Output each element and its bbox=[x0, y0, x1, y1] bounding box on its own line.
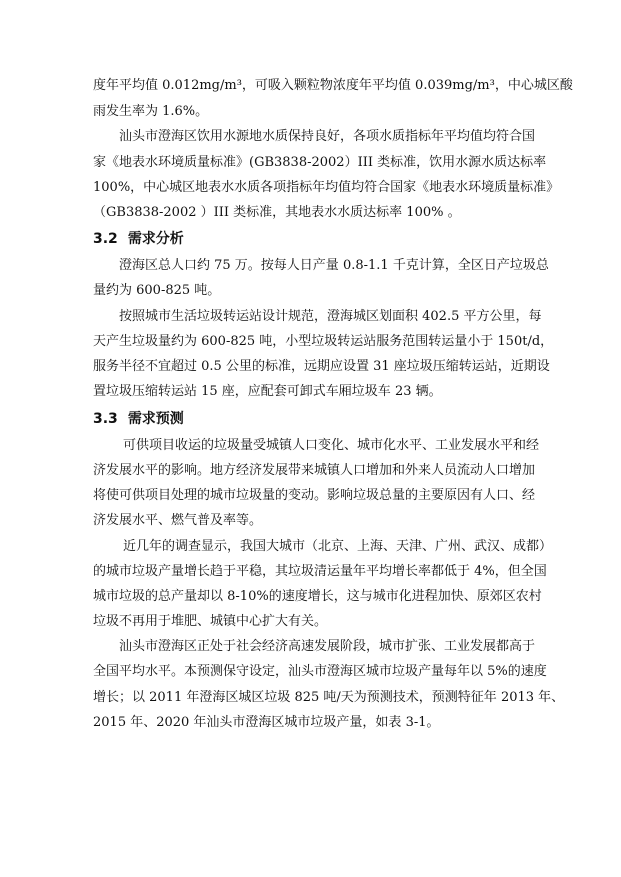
paragraph-line: 雨发生率为 1.6%。 bbox=[93, 104, 209, 119]
paragraph-line: 2015 年、2020 年汕头市澄海区城市垃圾产量，如表 3-1。 bbox=[93, 715, 440, 730]
paragraph-line: 济发展水平的影响。地方经济发展带来城镇人口增加和外来人员流动人口增加 bbox=[93, 463, 536, 478]
paragraph-line: 度年平均值 0.012mg/m³，可吸入颗粒物浓度年平均值 0.039mg/m³，中心城区酸 bbox=[93, 78, 573, 93]
section-heading-3-3 bbox=[93, 410, 184, 428]
paragraph-line: 量约为 600-825 吨。 bbox=[93, 283, 221, 298]
paragraph-line: 可供项目收运的垃圾量受城镇人口变化、城市化水平、工业发展水平和经 bbox=[123, 438, 540, 453]
section-title: 需求预测 bbox=[127, 411, 184, 427]
paragraph-line: 增长；以 2011 年澄海区城区垃圾 825 吨/天为预测技术，预测特征年 2013 年、 bbox=[93, 690, 565, 705]
paragraph-line: （GB3838-2002 ）III 类标准，其地表水水质达标率 100% 。 bbox=[93, 205, 461, 220]
paragraph-line: 按照城市生活垃圾转运站设计规范，澄海城区划面积 402.5 平方公里，每 bbox=[119, 309, 542, 324]
paragraph-line: 近几年的调查显示，我国大城市（北京、上海、天津、广州、武汉、成都） bbox=[123, 539, 553, 554]
section-number: 3.2 bbox=[93, 231, 118, 247]
paragraph-line: 的城市垃圾产量增长趋于平稳，其垃圾清运量年平均增长率都低于 4%，但全国 bbox=[93, 564, 547, 579]
paragraph-line: 汕头市澄海区饮用水源地水质保持良好，各项水质指标年平均值均符合国 bbox=[119, 129, 536, 144]
paragraph-line: 全国平均水平。本预测保守设定，汕头市澄海区城市垃圾产量每年以 5%的速度 bbox=[93, 664, 547, 679]
section-number: 3.3 bbox=[93, 411, 118, 427]
paragraph-line: 澄海区总人口约 75 万。按每人日产量 0.8-1.1 千克计算，全区日产垃圾总 bbox=[119, 258, 549, 273]
paragraph-line: 城市垃圾的总产量却以 8-10%的速度增长，这与城市化进程加快、原郊区农村 bbox=[93, 589, 542, 604]
paragraph-line: 100%，中心城区地表水水质各项指标年均值均符合国家《地表水环境质量标准》 bbox=[93, 180, 560, 195]
paragraph-line: 家《地表水环境质量标准》(GB3838-2002）III 类标准，饮用水源水质达标率 bbox=[93, 155, 547, 170]
paragraph-line: 汕头市澄海区正处于社会经济高速发展阶段，城市扩张、工业发展都高于 bbox=[119, 639, 536, 654]
paragraph-line: 服务半径不宜超过 0.5 公里的标准，远期应设置 31 座垃圾压缩转运站，近期设 bbox=[93, 359, 550, 374]
paragraph-line: 济发展水平、燃气普及率等。 bbox=[93, 513, 263, 528]
paragraph-line: 天产生垃圾量约为 600-825 吨，小型垃圾转运站服务范围转运量小于 150t/d， bbox=[93, 334, 554, 349]
section-title: 需求分析 bbox=[127, 231, 184, 247]
paragraph-line: 垃圾不再用于堆肥、城镇中心扩大有关。 bbox=[93, 614, 328, 629]
paragraph-line: 将使可供项目处理的城市垃圾量的变动。影响垃圾总量的主要原因有人口、经 bbox=[93, 488, 536, 503]
paragraph-line: 置垃圾压缩转运站 15 座，应配套可卸式车厢垃圾车 23 辆。 bbox=[93, 384, 442, 399]
section-heading-3-2 bbox=[93, 230, 184, 248]
